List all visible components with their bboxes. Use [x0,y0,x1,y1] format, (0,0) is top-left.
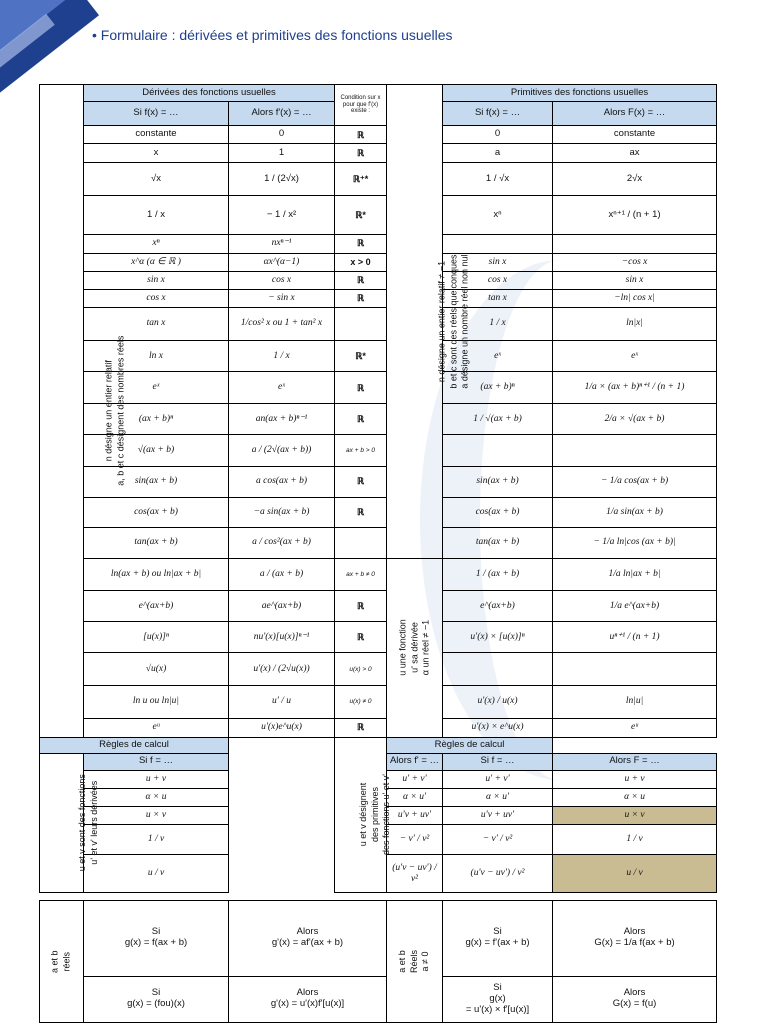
derivee-f: tan(ax + b) [84,527,229,558]
table-row [40,976,717,1022]
derivee-condition: ℝ [335,271,387,289]
primitive-F [553,234,717,253]
rule-f: u × v [84,806,229,824]
primitive-F: sin x [553,271,717,289]
derivee-fp: eˣ [229,372,335,404]
primitive-F [553,653,717,686]
composition-alors: Alors g'(x) = af'(ax + b) [229,901,387,976]
derivee-fp: a / cos²(ax + b) [229,527,335,558]
table-row [40,163,717,196]
primitive-f [443,435,553,466]
table-row [40,497,717,527]
derivee-condition: u(x) > 0 [335,653,387,686]
table-row [40,622,717,653]
derivee-f: [u(x)]ⁿ [84,622,229,653]
composition-prim-si: Si g(x) = u'(x) × f'[u(x)] [443,976,553,1022]
table-row [40,653,717,686]
gap-cell [229,737,335,901]
primitive-F: eᵘ [553,718,717,737]
derivee-condition: ℝ [335,591,387,622]
primitive-f: u'(x) × [u(x)]ⁿ [443,622,553,653]
primitive-f: a [443,144,553,163]
table-row [40,901,717,976]
table-row [40,372,717,404]
side-label-right-rules [335,737,392,893]
derivee-fp: a / (2√(ax + b)) [229,435,335,466]
rule-f: u / v [84,855,229,893]
primitive-f: sin(ax + b) [443,466,553,497]
table-row [40,85,717,102]
primitive-F: − 1/a cos(ax + b) [553,466,717,497]
primitive-f: cos(ax + b) [443,497,553,527]
table-row [40,196,717,234]
derivee-condition: ax + b ≠ 0 [335,558,387,590]
derivee-condition: ℝ [335,126,387,144]
derivee-fp: nu'(x)[u(x)]ⁿ⁻¹ [229,622,335,653]
table-row [40,271,717,289]
derivee-f: ln u ou ln|u| [84,686,229,718]
composition-alors: Alors g'(x) = u'(x)f'[u(x)] [229,976,387,1022]
primitive-F: eˣ [553,341,717,372]
derivee-fp: a / (ax + b) [229,558,335,590]
derivee-condition: ℝ [335,718,387,737]
primitive-f: 1 / x [443,307,553,340]
rule-f: u + v [84,770,229,788]
rule-prim-F: α × u [553,788,717,806]
derivee-f: ln x [84,341,229,372]
spacer [335,893,553,901]
rule-prim-F: u × v [553,806,717,824]
table-row [40,718,717,737]
derivee-f: x [84,144,229,163]
composition-prim-si: Si g(x) = f'(ax + b) [443,901,553,976]
header-primitives: Primitives des fonctions usuelles [443,85,717,102]
side-label-right-primitives [387,85,470,559]
derivee-condition [335,527,387,558]
side-label-left-derivees [40,85,126,738]
side-label-right-u [387,558,443,737]
derivee-condition: ℝ [335,622,387,653]
header-alors-F2: Alors F = … [553,753,717,770]
primitive-F: −cos x [553,253,717,271]
derivee-f: eˣ [84,372,229,404]
derivee-f: sin(ax + b) [84,466,229,497]
derivee-fp: ae^(ax+b) [229,591,335,622]
derivee-fp: 1/cos² x ou 1 + tan² x [229,307,335,340]
header-alors-F: Alors F(x) = … [553,102,717,126]
derivee-condition [335,307,387,340]
primitive-F: 1/a sin(ax + b) [553,497,717,527]
derivee-f: e^(ax+b) [84,591,229,622]
primitive-F: 2/a × √(ax + b) [553,404,717,435]
derivee-condition: ℝ* [335,341,387,372]
derivee-fp: u'(x) / (2√u(x)) [229,653,335,686]
side-label-left-ab [40,901,84,1023]
primitive-f: cos x [443,271,553,289]
table-row [40,307,717,340]
derivee-fp: αx^(α−1) [229,253,335,271]
primitive-f: 1 / √x [443,163,553,196]
derivee-f: √(ax + b) [84,435,229,466]
derivee-fp: 1 [229,144,335,163]
composition-prim-alors: Alors G(x) = f(u) [553,976,717,1022]
table-row [40,558,717,590]
spacer [40,893,335,901]
rule-prim-F: u / v [553,855,717,893]
rule-fp: α × u' [387,788,443,806]
primitive-F: ln|u| [553,686,717,718]
derivee-condition: ℝ [335,144,387,163]
table-row [40,686,717,718]
primitive-f [443,653,553,686]
primitive-F: xⁿ⁺¹ / (n + 1) [553,196,717,234]
rule-prim-f: u' + v' [443,770,553,788]
table-row [40,253,717,271]
side-label-right-rules-text: u et v désignent des primitives des fonctions u' et v' [357,774,392,856]
table-row [40,289,717,307]
derivee-condition: u(x) ≠ 0 [335,686,387,718]
derivee-f: ln(ax + b) ou ln|ax + b| [84,558,229,590]
primitive-f: 1 / √(ax + b) [443,404,553,435]
rule-f: α × u [84,788,229,806]
table-row [40,234,717,253]
primitive-F: ax [553,144,717,163]
primitive-f: (ax + b)ⁿ [443,372,553,404]
derivee-condition: ℝ [335,466,387,497]
derivee-fp: u' / u [229,686,335,718]
derivee-condition: ℝ⁺* [335,163,387,196]
derivee-f: (ax + b)ⁿ [84,404,229,435]
primitive-F [553,435,717,466]
derivee-condition: ℝ [335,372,387,404]
derivee-f: xⁿ [84,234,229,253]
page-title: • Formulaire : dérivées et primitives des fonctions usuelles [92,27,453,43]
side-label-right-u-text: u une fonction u' sa dérivée α un réel ≠ −1 [397,619,432,676]
primitive-F: 2√x [553,163,717,196]
derivee-fp: cos x [229,271,335,289]
primitive-f: e^(ax+b) [443,591,553,622]
table-row [40,591,717,622]
primitive-f: eˣ [443,341,553,372]
table-row [40,893,717,901]
table-row [40,527,717,558]
header-condition: Condition sur x pour que f'(x) existe : [335,85,387,126]
side-label-left-ab-text: a et b réels [49,950,72,973]
side-label-right-primitives-text: n désigne un entier relatif ≠ −1 b et c sont des réels quelconques a désigne un nombre réel non nul [436,254,470,389]
derivee-fp: − sin x [229,289,335,307]
derivee-condition: ℝ [335,289,387,307]
side-label-right-ab [387,901,443,1023]
header-si-f: Si f(x) = … [84,102,229,126]
header-derivees: Dérivées des fonctions usuelles [84,85,335,102]
table-row [40,435,717,466]
header-si-f-prim: Si f(x) = … [443,102,553,126]
composition-prim-alors: Alors G(x) = 1/a f(ax + b) [553,901,717,976]
primitive-f: tan x [443,289,553,307]
primitive-F: uⁿ⁺¹ / (n + 1) [553,622,717,653]
side-label-right-ab-text: a et b Réels a ≠ 0 [396,949,431,973]
derivee-condition: ℝ [335,234,387,253]
table-row [40,126,717,144]
primitive-F: 1/a × (ax + b)ⁿ⁺¹ / (n + 1) [553,372,717,404]
derivee-f: cos x [84,289,229,307]
derivee-condition: ℝ [335,497,387,527]
derivee-fp: −a sin(ax + b) [229,497,335,527]
derivee-condition: ℝ* [335,196,387,234]
table-row [40,144,717,163]
derivee-fp: an(ax + b)ⁿ⁻¹ [229,404,335,435]
rule-fp: u' + v' [387,770,443,788]
primitive-f: u'(x) / u(x) [443,686,553,718]
rule-prim-f: α × u' [443,788,553,806]
corner-decoration [0,0,110,90]
derivee-f: 1 / x [84,196,229,234]
rule-fp: (u'v − uv') / v² [387,855,443,893]
rule-f: 1 / v [84,824,229,854]
rule-prim-F: 1 / v [553,824,717,854]
header-alors-fp: Alors f'(x) = … [229,102,335,126]
primitive-F: − 1/a ln|cos (ax + b)| [553,527,717,558]
primitive-F: 1/a ln|ax + b| [553,558,717,590]
rule-prim-F: u + v [553,770,717,788]
derivee-condition: x > 0 [335,253,387,271]
header-regles-left: Règles de calcul [40,737,229,753]
derivee-f: √x [84,163,229,196]
derivee-f: √u(x) [84,653,229,686]
primitive-f: xⁿ [443,196,553,234]
primitive-f: 0 [443,126,553,144]
composition-si: Si g(x) = f(ax + b) [84,901,229,976]
rule-prim-f: u'v + uv' [443,806,553,824]
derivee-f: sin x [84,271,229,289]
header-si-f2-prim: Si f = … [443,753,553,770]
composition-si: Si g(x) = (fou)(x) [84,976,229,1022]
derivee-fp: 0 [229,126,335,144]
derivee-f: x^α (α ∈ ℝ ) [84,253,229,271]
derivee-fp: 1 / (2√x) [229,163,335,196]
primitive-f [443,234,553,253]
primitive-f: sin x [443,253,553,271]
derivee-fp: a cos(ax + b) [229,466,335,497]
primitive-f: tan(ax + b) [443,527,553,558]
derivee-fp: nxⁿ⁻¹ [229,234,335,253]
primitive-F: constante [553,126,717,144]
derivee-fp: − 1 / x² [229,196,335,234]
derivee-fp: 1 / x [229,341,335,372]
rule-prim-f: (u'v − uv') / v² [443,855,553,893]
primitive-f: 1 / (ax + b) [443,558,553,590]
table-row [40,404,717,435]
derivee-condition: ax + b > 0 [335,435,387,466]
derivee-f: tan x [84,307,229,340]
table-row [40,341,717,372]
side-label-left-rules [40,753,99,893]
derivee-f: eᵘ [84,718,229,737]
primitive-F: −ln| cos x| [553,289,717,307]
primitive-f: u'(x) × e^u(x) [443,718,553,737]
derivee-fp: u'(x)e^u(x) [229,718,335,737]
derivee-condition: ℝ [335,404,387,435]
table-row [40,737,717,753]
header-regles-right: Règles de calcul [387,737,553,753]
derivee-f: constante [84,126,229,144]
table-row [40,466,717,497]
side-label-left-derivees-text: n désigne un entier relatif a, b et c désignent des nombres réels [103,335,126,486]
header-alors-fp2: Alors f' = … [387,753,443,770]
formula-table [39,84,717,1023]
side-label-left-rules-text: u et v sont des fonctions u' et v' leurs dérivées [76,774,99,872]
derivee-f: cos(ax + b) [84,497,229,527]
rule-prim-f: − v' / v² [443,824,553,854]
primitive-F: 1/a e^(ax+b) [553,591,717,622]
header-si-f2: Si f = … [84,753,229,770]
rule-fp: − v' / v² [387,824,443,854]
rule-fp: u'v + uv' [387,806,443,824]
primitive-F: ln|x| [553,307,717,340]
